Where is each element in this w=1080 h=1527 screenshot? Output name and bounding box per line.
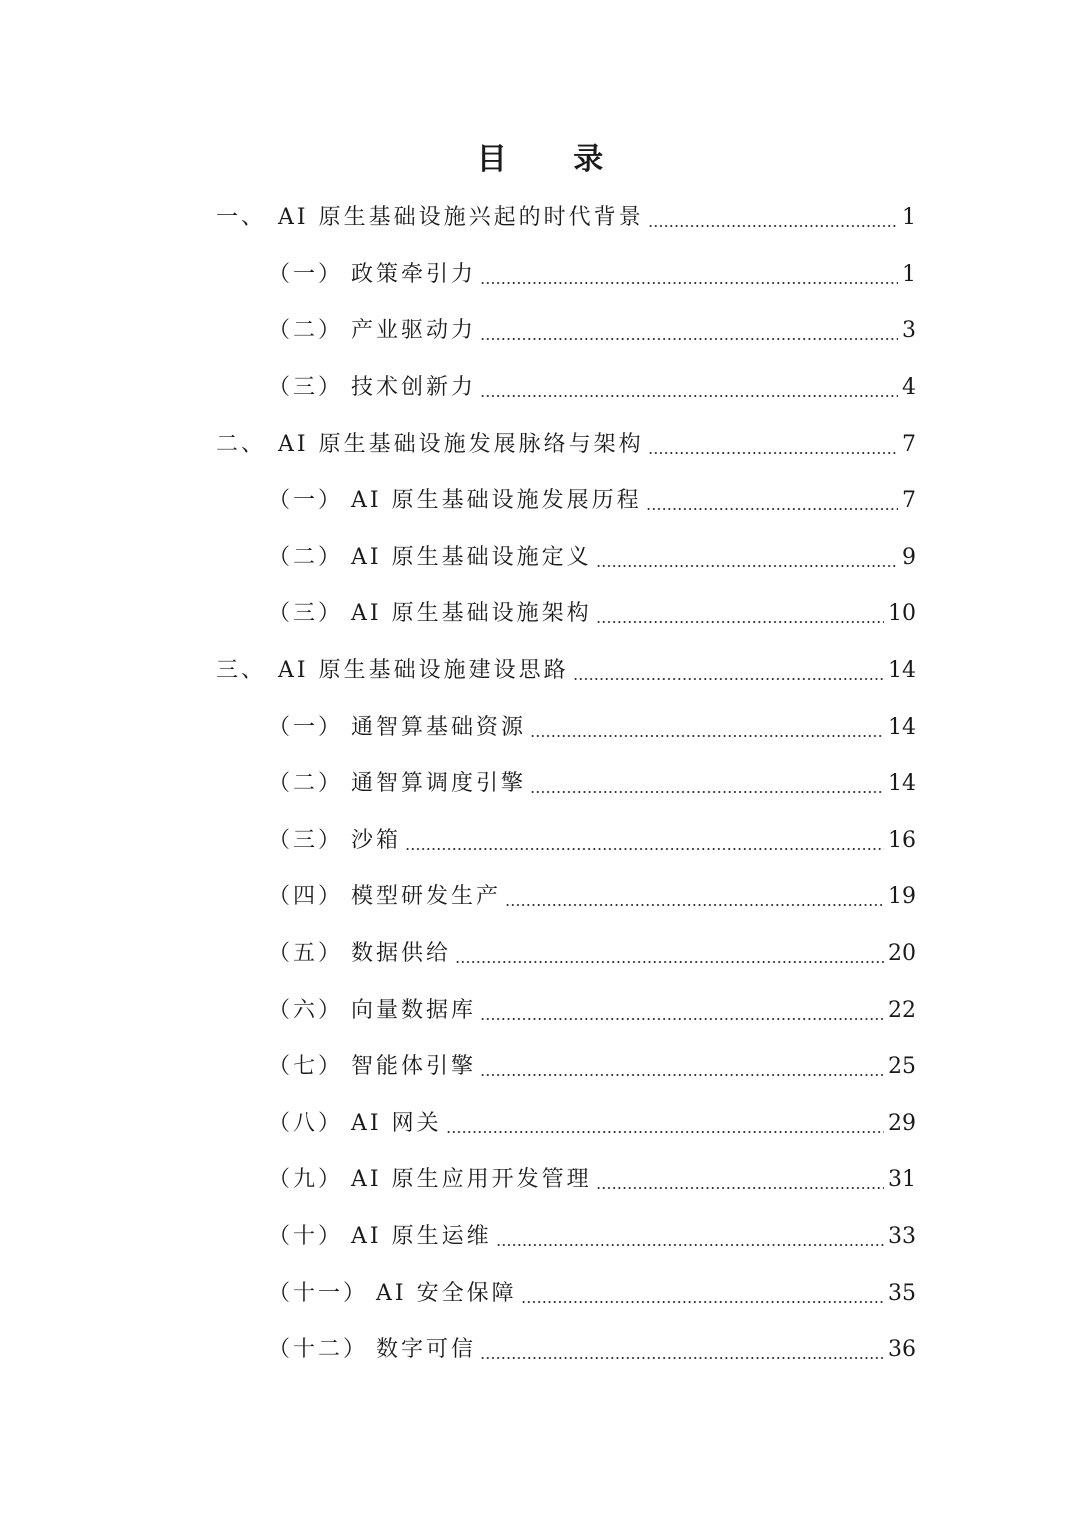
page-title: 目 录 [476,142,632,177]
toc-entry-number: 三、 [216,658,267,684]
dot-leader [505,904,884,906]
toc-page-number: 3 [902,318,916,344]
toc-page-number: 14 [888,771,916,797]
toc-entry-number: （一） [268,714,344,740]
toc-entry-number: （三） [268,375,344,401]
dot-leader [480,338,898,340]
toc-chapter-entry[interactable] [0,643,1080,700]
toc-entry-number: （八） [268,1110,344,1136]
toc-page-number: 14 [888,658,916,684]
toc-section-entry[interactable] [0,1322,1080,1379]
toc-page-number: 4 [902,375,916,401]
toc-entry-title: 政策牵引力 [351,261,477,287]
toc-entry-title: 向量数据库 [351,997,477,1023]
toc-entry-number: 一、 [216,205,267,231]
toc-section-entry[interactable] [0,1209,1080,1266]
toc-entry-number: （二） [268,771,344,797]
toc-entry-number: （二） [268,544,344,570]
toc-entry-title: AI 原生基础设施发展历程 [351,488,642,514]
toc-entry-number: （三） [268,601,344,627]
toc-chapter-entry[interactable] [0,416,1080,473]
toc-entry-number: （二） [268,318,344,344]
toc-entry-title: 模型研发生产 [351,884,502,910]
dot-leader [480,395,898,397]
dot-leader [455,961,884,963]
toc-entry-title: AI 原生应用开发管理 [351,1167,592,1193]
dot-leader [480,1018,884,1020]
toc-entry-title: AI 原生运维 [351,1223,492,1249]
toc-page-number: 14 [888,714,916,740]
toc-entry-number: （九） [268,1167,344,1193]
toc-section-entry[interactable] [0,926,1080,983]
dot-leader [530,735,884,737]
toc-page-number: 25 [888,1054,916,1080]
dot-leader [480,282,898,284]
toc-page-number: 7 [902,488,916,514]
toc-entry-title: AI 原生基础设施架构 [351,601,592,627]
toc-entry-number: （六） [268,997,344,1023]
toc-section-entry[interactable] [0,756,1080,813]
toc-section-entry[interactable] [0,1039,1080,1096]
toc-entry-title: AI 原生基础设施兴起的时代背景 [278,205,644,231]
toc-page-number: 31 [888,1167,916,1193]
toc-page-number: 1 [902,261,916,287]
toc-chapter-entry[interactable] [0,190,1080,247]
dot-leader [573,678,884,680]
dot-leader [530,791,884,793]
toc-entry-title: 沙箱 [351,827,402,853]
toc-entry-title: 通智算调度引擎 [351,771,527,797]
toc-page-number: 1 [902,205,916,231]
toc-section-entry[interactable] [0,303,1080,360]
toc-entry-number: （十） [268,1223,344,1249]
toc-page-number: 35 [888,1280,916,1306]
toc-section-entry[interactable] [0,530,1080,587]
toc-page-number: 9 [902,544,916,570]
toc-section-entry[interactable] [0,1152,1080,1209]
toc-entry-title: 智能体引擎 [351,1054,477,1080]
dot-leader [596,621,884,623]
dot-leader [596,1187,884,1189]
toc-entry-number: （十二） [268,1337,369,1363]
toc-entry-title: 产业驱动力 [351,318,477,344]
dot-leader [521,1301,884,1303]
dot-leader [496,1244,884,1246]
toc-section-entry[interactable] [0,247,1080,304]
toc-page-number: 22 [888,997,916,1023]
toc-page-number: 29 [888,1110,916,1136]
toc-entry-number: 二、 [216,431,267,457]
table-of-contents [0,190,1080,1378]
toc-page-number: 7 [902,431,916,457]
toc-entry-title: AI 原生基础设施发展脉络与架构 [278,431,644,457]
toc-section-entry[interactable] [0,869,1080,926]
toc-section-entry[interactable] [0,982,1080,1039]
dot-leader [646,508,898,510]
toc-entry-title: AI 网关 [351,1110,442,1136]
toc-section-entry[interactable] [0,360,1080,417]
toc-entry-title: AI 安全保障 [376,1280,517,1306]
toc-entry-title: 通智算基础资源 [351,714,527,740]
toc-section-entry[interactable] [0,699,1080,756]
toc-entry-number: （七） [268,1054,344,1080]
toc-page-number: 33 [888,1223,916,1249]
toc-entry-number: （一） [268,488,344,514]
toc-page-number: 10 [888,601,916,627]
dot-leader [596,565,898,567]
toc-entry-title: AI 原生基础设施定义 [351,544,592,570]
toc-entry-number: （一） [268,261,344,287]
toc-section-entry[interactable] [0,473,1080,530]
toc-entry-number: （十一） [268,1280,369,1306]
toc-section-entry[interactable] [0,1265,1080,1322]
toc-page-number: 16 [888,827,916,853]
toc-entry-title: 数字可信 [376,1337,477,1363]
dot-leader [480,1074,884,1076]
dot-leader [480,1357,884,1359]
toc-section-entry[interactable] [0,813,1080,870]
toc-entry-title: AI 原生基础设施建设思路 [278,658,569,684]
toc-page-number: 19 [888,884,916,910]
toc-entry-number: （五） [268,941,344,967]
toc-section-entry[interactable] [0,586,1080,643]
dot-leader [648,452,898,454]
dot-leader [405,848,884,850]
toc-entry-number: （三） [268,827,344,853]
toc-entry-title: 数据供给 [351,941,452,967]
toc-section-entry[interactable] [0,1096,1080,1153]
dot-leader [648,225,898,227]
dot-leader [446,1131,884,1133]
toc-page-number: 36 [888,1337,916,1363]
toc-page-number: 20 [888,941,916,967]
toc-entry-title: 技术创新力 [351,375,477,401]
toc-entry-number: （四） [268,884,344,910]
